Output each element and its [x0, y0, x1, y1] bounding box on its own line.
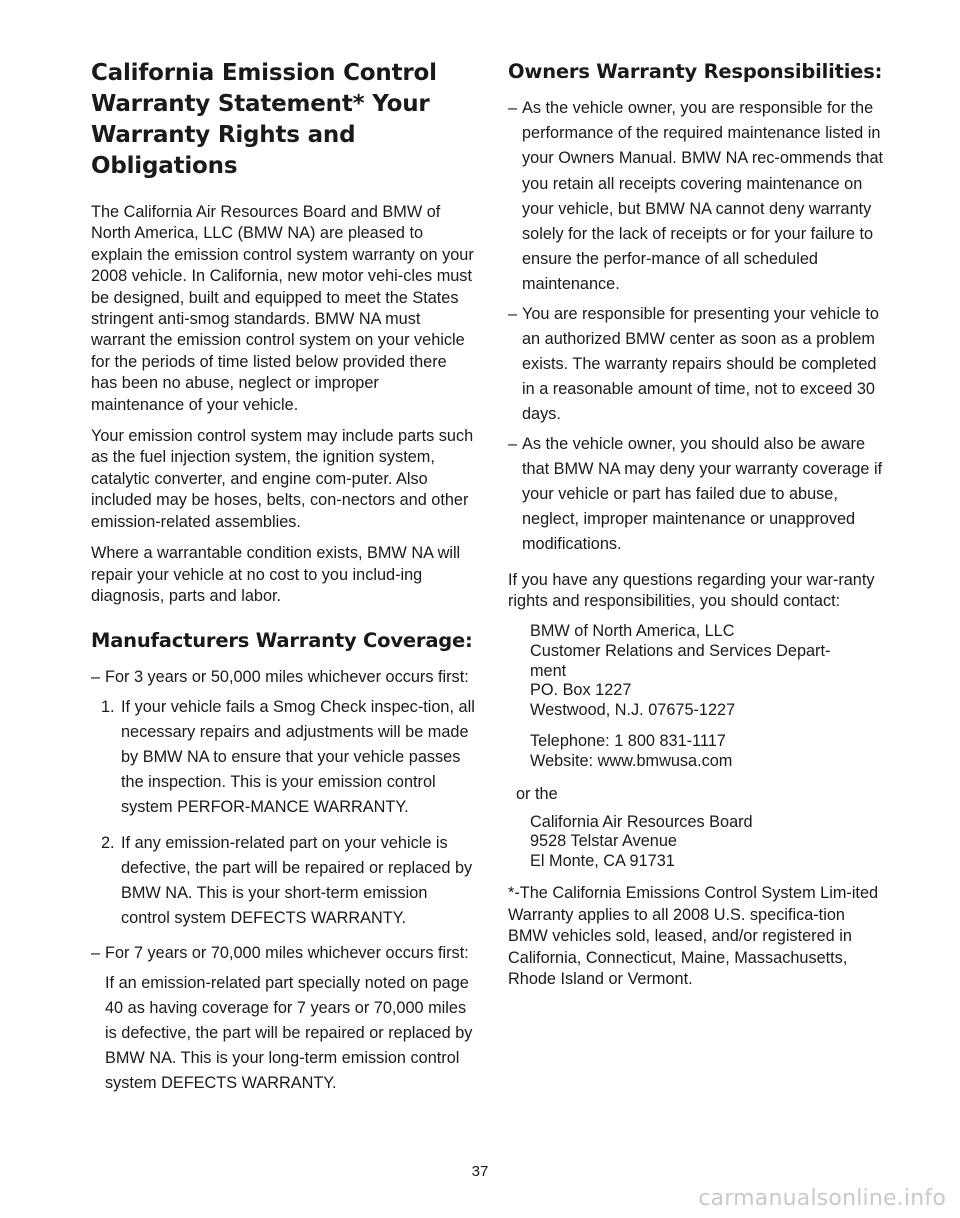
intro-paragraph: The California Air Resources Board and BMW of North America, LLC (BMW NA) are pleased to explain the emission control system warranty on your 2008 vehicle. In California, new motor vehi-cles must be designed, built and equipped to meet the States stringent anti-smog standards. BMW NA must warrant the emission control system on your vehicle for the periods of time listed below provided there has been no abuse, neglect or improper maintenance of your vehicle.: [91, 203, 474, 414]
address-line: PO. Box 1227: [530, 681, 632, 700]
address-line: BMW of North America, LLC: [530, 622, 735, 641]
numbered-item: [91, 831, 476, 932]
responsibility-item: [508, 432, 888, 558]
page-number: 37: [471, 1163, 489, 1180]
responsibility-text: You are responsible for presenting your vehicle to an authorized BMW center as soon as a problem exists. The warranty repairs should be completed in a reasonable amount of time, not to exceed 30 days.: [522, 304, 879, 424]
numbered-item-text: If any emission-related part on your vehicle is defective, the part will be repaired or replaced by BMW NA. This is your short-term emission control system DEFECTS WARRANTY.: [121, 833, 473, 928]
left-column: [91, 58, 476, 1107]
or-the-text: or the: [516, 784, 558, 803]
address-line: ment: [530, 661, 567, 680]
telephone-line: Telephone: 1 800 831-1117: [530, 732, 726, 751]
number-marker: 1.: [101, 697, 115, 716]
dash-marker: –: [508, 99, 518, 117]
carb-address-block: [508, 813, 888, 872]
dash-marker: –: [91, 668, 101, 687]
responsibility-item: [508, 302, 888, 428]
title-line: Warranty Rights and Obligations: [91, 122, 356, 179]
coverage-item: [91, 941, 476, 966]
title-line: Warranty Statement* Your: [91, 91, 430, 117]
numbered-item: [91, 695, 476, 821]
address-line: El Monte, CA 91731: [530, 851, 675, 870]
page-title: [91, 58, 476, 182]
dash-marker: –: [508, 304, 518, 323]
bmw-address-block: [508, 622, 888, 720]
parts-paragraph: Your emission control system may include parts such as the fuel injection system, the ignition system, catalytic converter, and engine com-puter. Also included may be hoses, belts, con-nectors and other emission-related assemblies.: [91, 427, 474, 531]
long-term-paragraph: If an emission-related part specially noted on page 40 as having coverage for 7 years or 70,000 miles is defective, the part will be repaired or replaced by BMW NA. This is your long-term emission control system DEFECTS WARRANTY.: [105, 973, 473, 1093]
address-line: California Air Resources Board: [530, 812, 753, 831]
address-line: Customer Relations and Services Depart-: [530, 642, 831, 661]
footnote: *-The California Emissions Control System Lim-ited Warranty applies to all 2008 U.S. specifica-tion BMW vehicles sold, leased, and/or registered in California, Connecticut, Maine, Massachusetts, Rhode Island or Vermont.: [508, 884, 879, 989]
dash-marker: –: [91, 944, 101, 963]
coverage-heading: Manufacturers Warranty Coverage:: [91, 629, 473, 653]
address-line: 9528 Telstar Avenue: [530, 832, 677, 851]
contact-intro: If you have any questions regarding your war-ranty rights and responsibilities, you should contact:: [508, 570, 875, 611]
responsibilities-heading: Owners Warranty Responsibilities:: [508, 60, 883, 83]
coverage-item: [91, 665, 476, 690]
coverage-item-text: For 3 years or 50,000 miles whichever occurs first:: [105, 668, 469, 687]
dash-marker: –: [508, 434, 518, 453]
numbered-item-text: If your vehicle fails a Smog Check inspec-tion, all necessary repairs and adjustments will be made by BMW NA to ensure that your vehicle passes the inspection. This is your emission control system PERFOR-MANCE WARRANTY.: [121, 697, 475, 817]
responsibility-text: As the vehicle owner, you are responsible for the performance of the required maintenance listed in your Owners Manual. BMW NA rec-ommends that you retain all receipts covering maintenance on your vehicle, but BMW NA cannot deny warranty solely for the lack of receipts or for your failure to ensure the perfor-mance of all scheduled maintenance.: [522, 99, 884, 294]
repair-paragraph: Where a warrantable condition exists, BMW NA will repair your vehicle at no cost to you includ-ing diagnosis, parts and labor.: [91, 544, 461, 605]
website-line: Website: www.bmwusa.com: [530, 752, 733, 771]
address-line: Westwood, N.J. 07675-1227: [530, 700, 736, 719]
right-column: [508, 58, 888, 1000]
coverage-item-text: For 7 years or 70,000 miles whichever occurs first:: [105, 944, 469, 963]
responsibility-item: [508, 96, 888, 298]
bmw-contact-block: [508, 732, 888, 771]
watermark: carmanualsonline.info: [698, 1186, 946, 1211]
responsibility-text: As the vehicle owner, you should also be aware that BMW NA may deny your warranty coverage if your vehicle or part has failed due to abuse, neglect, improper maintenance or unapproved modifications.: [522, 434, 883, 554]
title-line: California Emission Control: [91, 60, 437, 86]
number-marker: 2.: [101, 833, 115, 852]
